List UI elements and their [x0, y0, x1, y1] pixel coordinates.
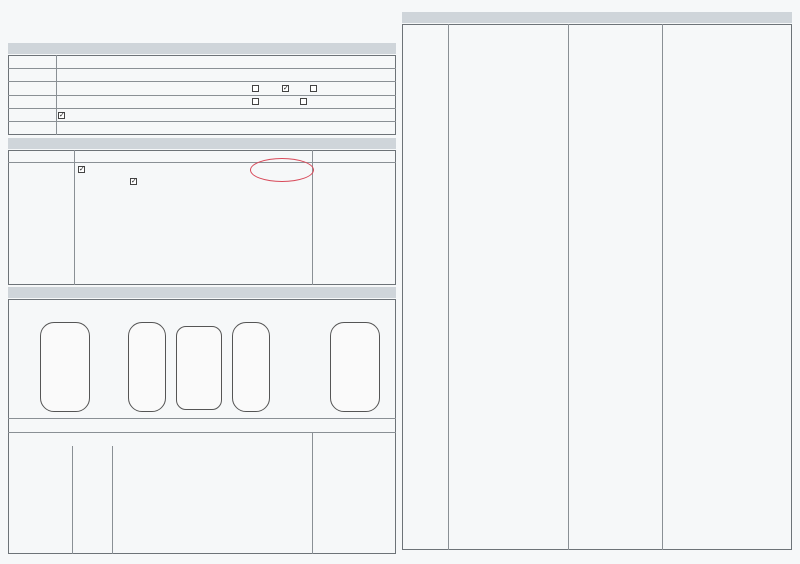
trans-manual-checkbox[interactable]: ✓ — [283, 84, 289, 92]
trans-semi-checkbox[interactable] — [310, 85, 317, 92]
car-diagram-top — [176, 326, 222, 410]
status-table — [8, 150, 396, 285]
car-diagram-rear — [232, 322, 270, 412]
fuel-gasoline-checkbox[interactable]: ✓ — [59, 111, 65, 119]
detail-table — [402, 24, 792, 550]
status-section-bar — [8, 138, 396, 149]
detail-section-bar — [402, 12, 792, 23]
accident-section-bar — [8, 287, 396, 298]
trans-auto-checkbox[interactable] — [252, 85, 259, 92]
car-diagram-right — [330, 322, 380, 412]
trans-cvt-checkbox[interactable] — [252, 98, 259, 105]
odo-low-checkbox[interactable]: ✓ — [131, 177, 137, 185]
basic-section-bar — [8, 43, 396, 54]
odometer-circle-mark — [250, 158, 314, 182]
car-diagram-left — [40, 322, 90, 412]
odo-good-checkbox[interactable]: ✓ — [79, 165, 85, 173]
car-diagram-front — [128, 322, 166, 412]
trans-etc-checkbox[interactable] — [300, 98, 307, 105]
